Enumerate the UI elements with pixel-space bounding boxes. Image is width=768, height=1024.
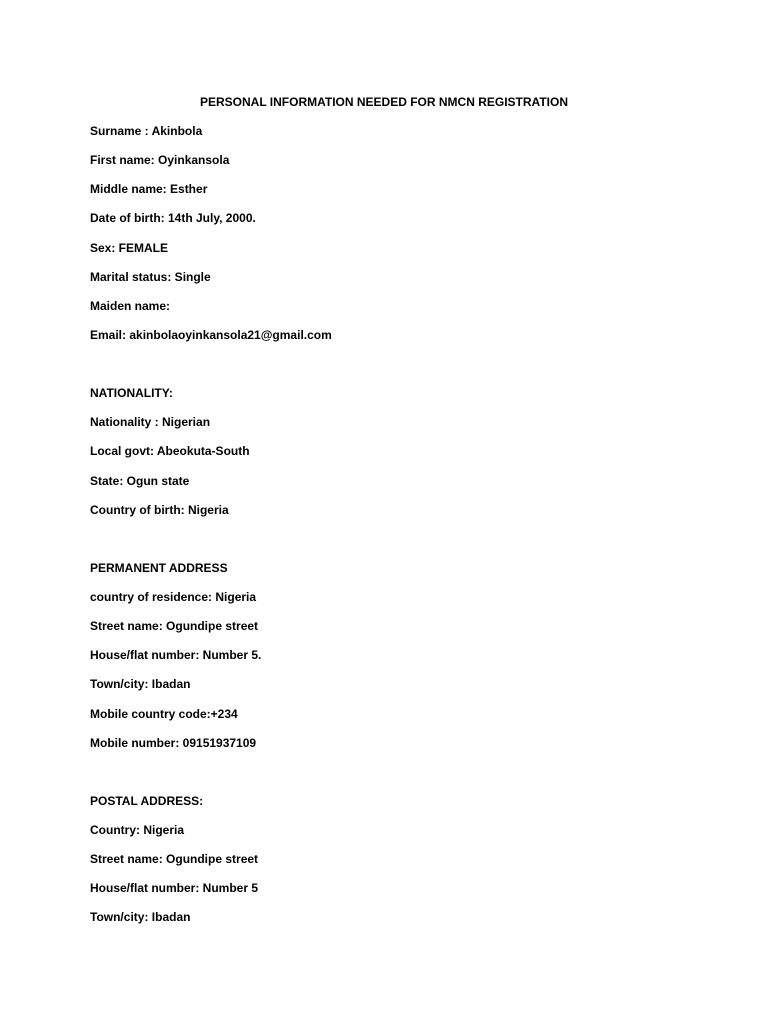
postal-house-number-line: House/flat number: Number 5: [90, 881, 259, 895]
sex-line: Sex: FEMALE: [90, 241, 169, 255]
postal-street-name-line: Street name: Ogundipe street: [90, 852, 259, 866]
nationality-line: Nationality : Nigerian: [90, 415, 211, 429]
permanent-street-name-line: Street name: Ogundipe street: [90, 619, 259, 633]
permanent-house-number-line: House/flat number: Number 5.: [90, 648, 262, 662]
nationality-heading: NATIONALITY:: [90, 386, 173, 400]
postal-address-heading: POSTAL ADDRESS:: [90, 794, 204, 808]
first-name-line: First name: Oyinkansola: [90, 153, 230, 167]
email-line: Email: akinbolaoyinkansola21@gmail.com: [90, 328, 332, 342]
state-line: State: Ogun state: [90, 474, 190, 488]
date-of-birth-line: Date of birth: 14th July, 2000.: [90, 211, 256, 225]
surname-line: Surname : Akinbola: [90, 124, 203, 138]
country-of-birth-line: Country of birth: Nigeria: [90, 503, 229, 517]
marital-status-line: Marital status: Single: [90, 270, 211, 284]
postal-country-line: Country: Nigeria: [90, 823, 185, 837]
country-of-residence-line: country of residence: Nigeria: [90, 590, 257, 604]
mobile-country-code-line: Mobile country code:+234: [90, 707, 238, 721]
permanent-address-heading: PERMANENT ADDRESS: [90, 561, 228, 575]
maiden-name-line: Maiden name:: [90, 299, 171, 313]
postal-town-city-line: Town/city: Ibadan: [90, 910, 191, 924]
middle-name-line: Middle name: Esther: [90, 182, 208, 196]
document-title: PERSONAL INFORMATION NEEDED FOR NMCN REGISTRATION: [199, 95, 568, 109]
permanent-town-city-line: Town/city: Ibadan: [90, 677, 191, 691]
local-govt-line: Local govt: Abeokuta-South: [90, 444, 250, 458]
mobile-number-line: Mobile number: 09151937109: [90, 736, 257, 750]
